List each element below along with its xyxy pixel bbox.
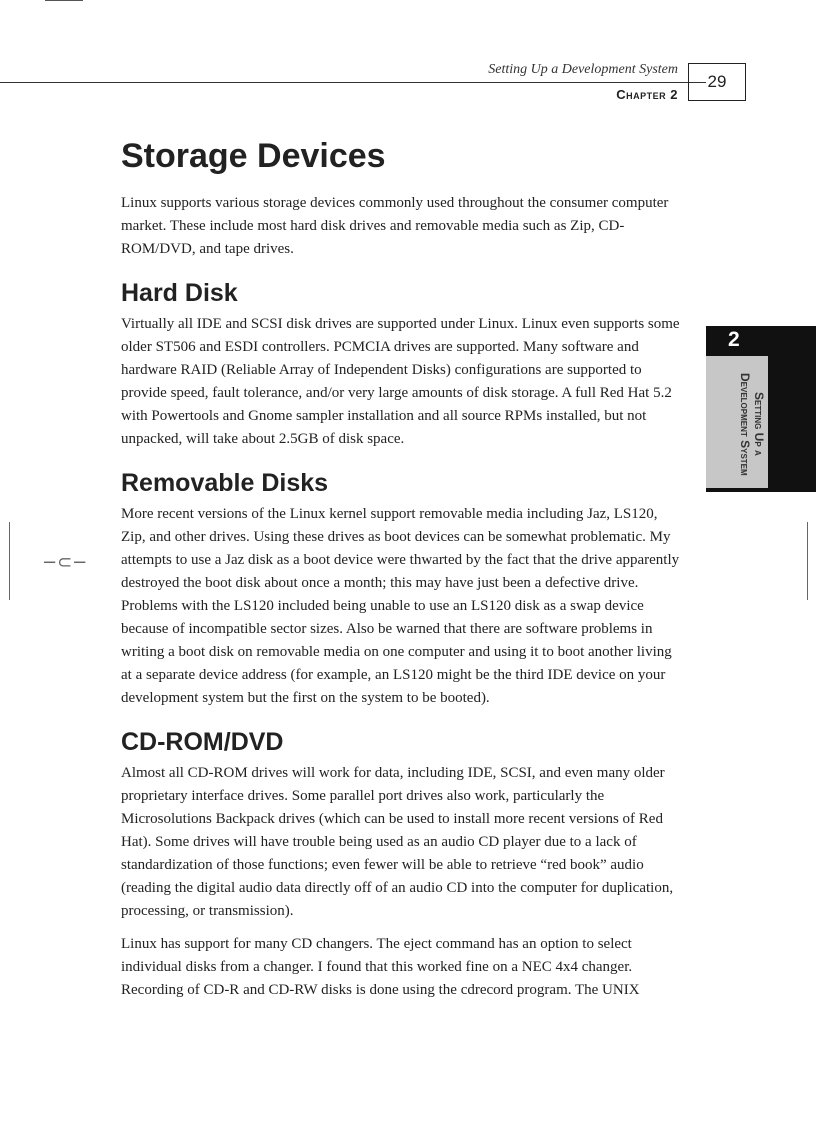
cd-rom-paragraph-1: Almost all CD-ROM drives will work for data, including IDE, SCSI, and even many older proprietary interface drives. Some parallel port drives also work, particularly the Microsolutions Backpack drives (which can be used to install more recent versions of Red Hat). Some drives will have trouble being used as an audio CD player due to a lack of standardization of those functions; even fewer will be able to retrieve “red book” audio (reading the digital audio data directly off of an audio CD into the computer for duplication, processing, or transmission). bbox=[121, 765, 674, 919]
section-heading-hard-disk: Hard Disk bbox=[121, 279, 238, 307]
hard-disk-paragraph: Virtually all IDE and SCSI disk drives are supported under Linux. Linux even supports some older ST506 and ESDI controllers. PCMCIA drives are supported. Many software and hardware RAID (Reliable Array of Independent Disks) configurations are supported to provide speed, fault tolerance, and/or very large amounts of disk storage. A full Red Hat 5.2 with Powertools and Gnome sampler installation and all source RPMs installed, but not unpacked, will take about 2.5GB of disk space. bbox=[121, 316, 680, 447]
page-number: 29 bbox=[688, 63, 746, 101]
section-heading-cd-rom-dvd: CD-ROM/DVD bbox=[121, 728, 284, 756]
section-heading-removable-disks: Removable Disks bbox=[121, 469, 329, 497]
removable-disks-paragraph: More recent versions of the Linux kernel support removable media including Jaz, LS120, Zip, and other drives. Using these drives as boot devices can be somewhat problematic. My attempts to use a Jaz disk as a boot device were thwarted by the fact that the drive apparently destroyed the boot disk about once a month; this may have just been a defective drive. Problems with the LS120 included being unable to use an LS120 disk as a swap device because of incompatible sector sizes. Also be warned that there are software problems in writing a boot disk on removable media on one computer and using it to boot another living at a separate device address (for example, an LS120 might be the third IDE device on your development system but the first on the system to be booted). bbox=[121, 506, 680, 706]
crop-mark-right bbox=[807, 522, 808, 600]
page-title: Storage Devices bbox=[121, 137, 386, 175]
header-rule bbox=[0, 82, 706, 83]
chapter-label: Chapter 2 bbox=[616, 87, 678, 102]
page-body bbox=[121, 134, 681, 1012]
chapter-thumb-tab bbox=[706, 326, 816, 492]
thumb-tab-text: Setting Up a Development System bbox=[738, 372, 766, 476]
registration-mark-icon: −⊂− bbox=[42, 552, 88, 573]
cd-rom-paragraph-2: Linux has support for many CD changers. The eject command has an option to select individual disks from a changer. I found that this worked fine on a NEC 4x4 changer. Recording of CD-R and CD-RW disks is done using the cdrecord program. The UNIX bbox=[121, 936, 640, 998]
intro-paragraph: Linux supports various storage devices commonly used throughout the consumer computer market. These include most hard disk drives and removable media such as Zip, CD-ROM/DVD, and tape drives. bbox=[121, 195, 669, 257]
thumb-tab-number: 2 bbox=[728, 328, 740, 351]
crop-mark-left bbox=[9, 522, 10, 600]
top-crop-stub bbox=[45, 0, 83, 1]
running-head: Setting Up a Development System bbox=[488, 62, 678, 77]
